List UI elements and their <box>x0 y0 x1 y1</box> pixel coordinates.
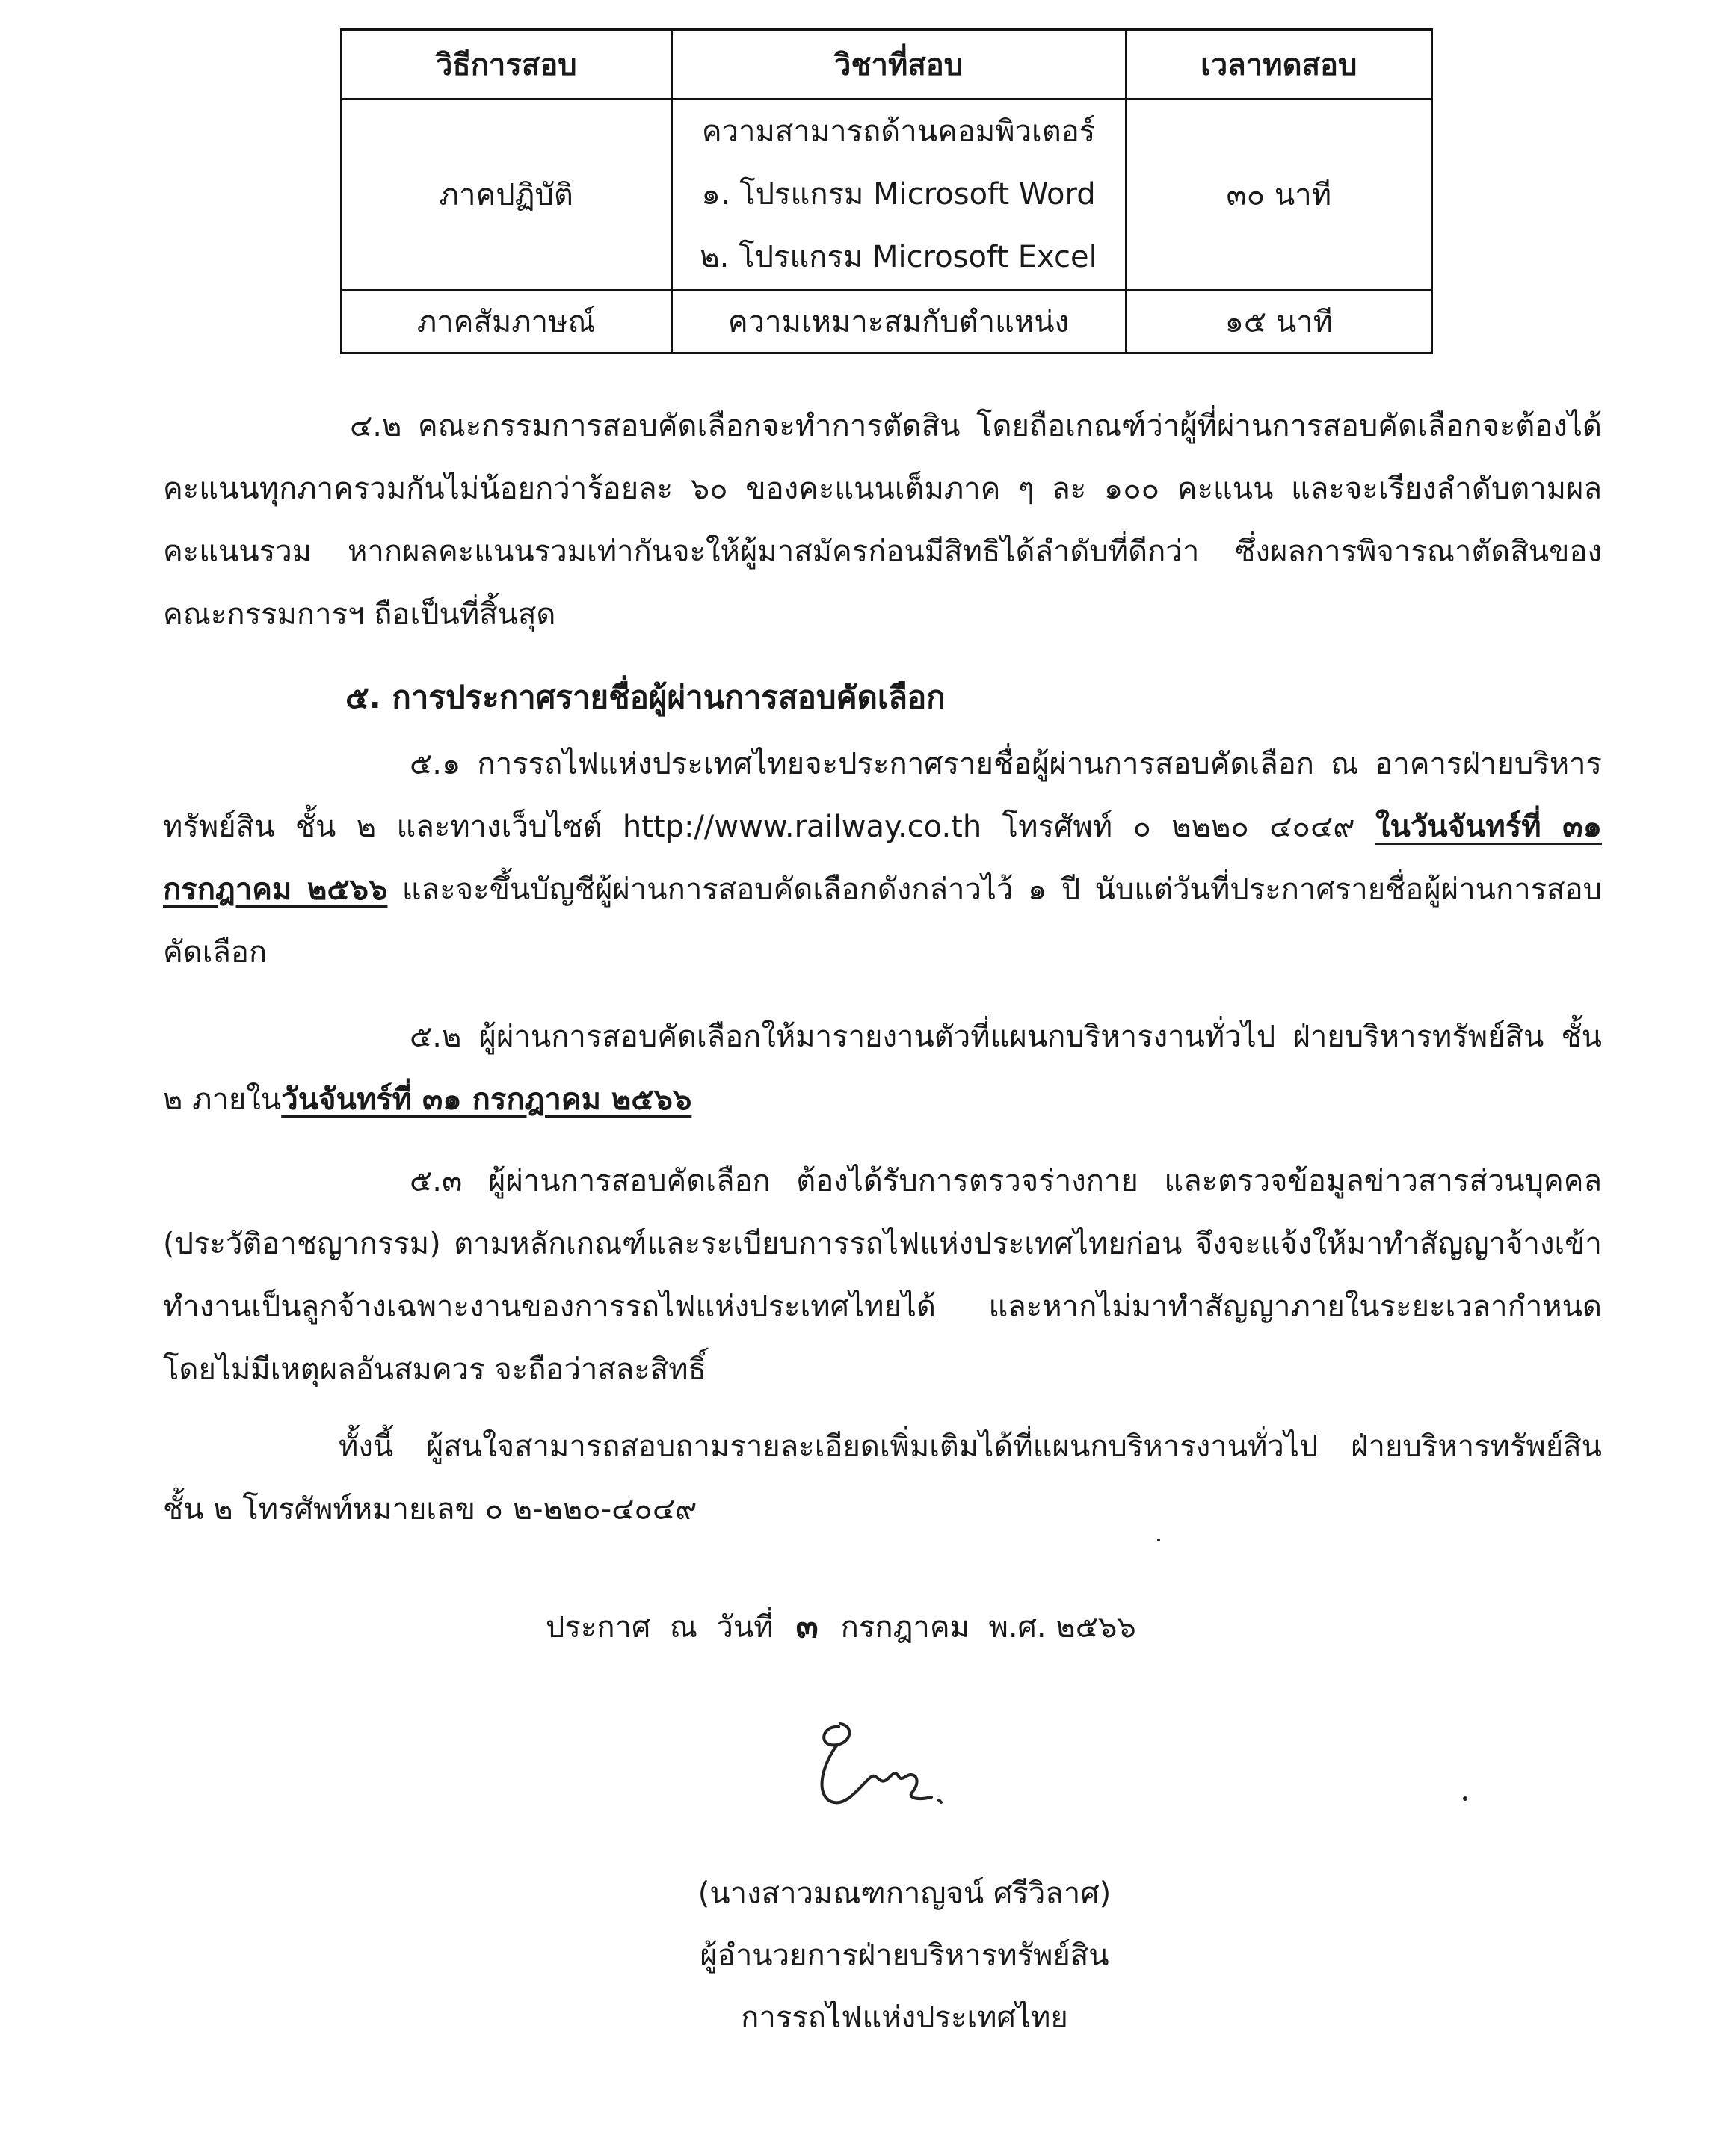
exam-method: ภาคสัมภาษณ์ <box>342 290 672 354</box>
subject-line: ๒. โปรแกรม Microsoft Excel <box>700 240 1097 274</box>
announcement-date-emphasis: ในวันจันทร์ที่ ๓๑ กรกฎาคม ๒๕๖๖ <box>163 810 1602 907</box>
section-5-heading: ๕. การประกาศรายชื่อผู้ผ่านการสอบคัดเลือก <box>345 679 946 715</box>
header-subject: วิชาที่สอบ <box>671 30 1126 99</box>
subject-line: ความสามารถด้านคอมพิวเตอร์ <box>701 114 1096 149</box>
date-day: ๓ <box>795 1607 819 1645</box>
header-duration: เวลาทดสอบ <box>1126 30 1431 99</box>
exam-method: ภาคปฏิบัติ <box>342 99 672 290</box>
handwritten-signature <box>807 1712 987 1824</box>
signatory-organization: การรถไฟแห่งประเทศไทย <box>741 2001 1068 2035</box>
exam-table <box>340 28 1433 354</box>
section-number: ๕.๓ <box>410 1164 463 1198</box>
exam-subject <box>671 99 1126 290</box>
table-row <box>342 290 1432 354</box>
table-row <box>342 99 1432 290</box>
section-5-2 <box>163 1005 1602 1131</box>
exam-table-header-row <box>342 30 1432 99</box>
report-date-emphasis: วันจันทร์ที่ ๓๑ กรกฎาคม ๒๕๖๖ <box>281 1082 692 1117</box>
section-number: ๔.๒ <box>350 409 402 443</box>
scan-speck <box>1463 1796 1467 1801</box>
section-number: ๕.๑ <box>410 747 461 781</box>
section-text: ผู้ผ่านการสอบคัดเลือกให้มารายงานตัวที่แผนกบริหารงานทั่วไป ฝ่ายบริหารทรัพย์สิน ชั้น ๒ ภายใน <box>163 1020 1602 1117</box>
date-suffix: กรกฎาคม พ.ศ. ๒๕๖๖ <box>840 1610 1136 1645</box>
section-text: การรถไฟแห่งประเทศไทยจะประกาศรายชื่อผู้ผ่านการสอบคัดเลือก ณ อาคารฝ่ายบริหารทรัพย์สิน ชั้น ๒ และทางเว็บไซต์ http://www.railway.co.th โทรศัพท์ ๐ ๒๒๒๐ ๔๐๔๙ <box>163 747 1603 844</box>
subject-line: ๑. โปรแกรม Microsoft Word <box>701 177 1096 212</box>
closing-text: ทั้งนี้ ผู้สนใจสามารถสอบถามรายละเอียดเพิ่มเติมได้ที่แผนกบริหารงานทั่วไป ฝ่ายบริหารทรัพย์สิน ชั้น ๒ โทรศัพท์หมายเลข ๐ ๒-๒๒๐-๔๐๔๙ <box>163 1429 1602 1527</box>
section-text: คณะกรรมการสอบคัดเลือกจะทำการตัดสิน โดยถือเกณฑ์ว่าผู้ที่ผ่านการสอบคัดเลือกจะต้องได้คะแนนทุกภาครวมกันไม่น้อยกว่าร้อยละ ๖๐ ของคะแนนเต็มภาค ๆ ละ ๑๐๐ คะแนน และจะเรียงลำดับตามผลคะแนนรวม หากผลคะแนนรวมเท่ากันจะให้ผู้มาสมัครก่อนมีสิทธิได้ลำดับที่ดีกว่า ซึ่งผลการพิจารณาตัดสินของคณะกรรมการฯ ถือเป็นที่สิ้นสุด <box>163 409 1602 632</box>
signatory-position: ผู้อำนวยการฝ่ายบริหารทรัพย์สิน <box>700 1938 1109 1973</box>
announcement-date <box>546 1600 1136 1652</box>
date-prefix: ประกาศ ณ วันที่ <box>546 1610 774 1645</box>
exam-subject: ความเหมาะสมกับตำแหน่ง <box>671 290 1126 354</box>
scan-speck <box>1157 1539 1160 1541</box>
section-text: ผู้ผ่านการสอบคัดเลือก ต้องได้รับการตรวจร่างกาย และตรวจข้อมูลข่าวสารส่วนบุคคล (ประวัติอาชญากรรม) ตามหลักเกณฑ์และระเบียบการรถไฟแห่งประเทศไทยก่อน จึงจะแจ้งให้มาทำสัญญาจ้างเข้าทำงานเป็นลูกจ้างเฉพาะงานของการรถไฟแห่งประเทศไทยได้ และหากไม่มาทำสัญญาภายในระยะเวลากำหนดโดยไม่มีเหตุผลอันสมควร จะถือว่าสละสิทธิ์ <box>163 1164 1603 1387</box>
section-5-3 <box>163 1150 1602 1401</box>
section-number: ๕.๒ <box>410 1020 462 1054</box>
section-text-continued: และจะขึ้นบัญชีผู้ผ่านการสอบคัดเลือกดังกล่าวไว้ ๑ ปี นับแต่วันที่ประกาศรายชื่อผู้ผ่านการสอบคัดเลือก <box>163 872 1602 970</box>
exam-duration: ๑๕ นาที <box>1126 290 1431 354</box>
signatory-name: (นางสาวมณฑกาญจน์ ศรีวิลาศ) <box>697 1876 1112 1911</box>
header-method: วิธีการสอบ <box>342 30 672 99</box>
section-5-1 <box>163 733 1602 984</box>
exam-duration: ๓๐ นาที <box>1126 99 1431 290</box>
closing-paragraph <box>163 1415 1602 1541</box>
section-4-2 <box>163 395 1602 646</box>
